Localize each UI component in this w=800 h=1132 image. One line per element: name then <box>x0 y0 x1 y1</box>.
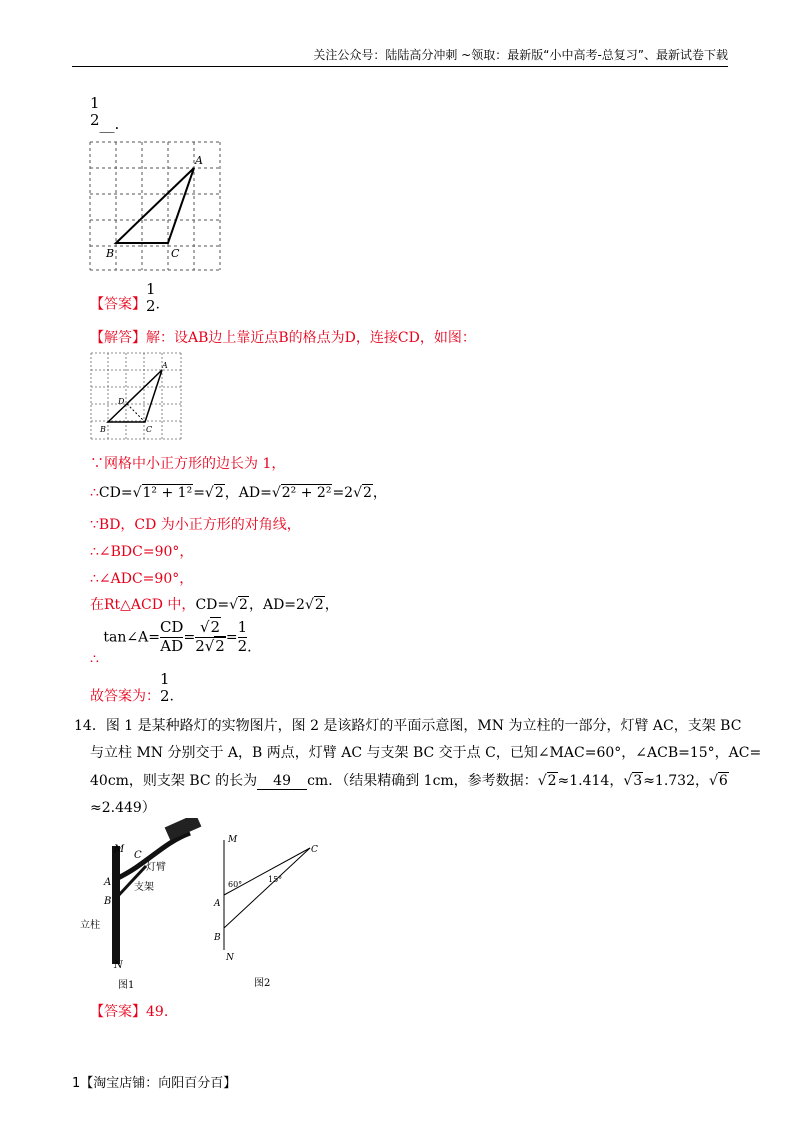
label-a: A <box>104 877 112 888</box>
solution-line-6: 在Rt△ACD 中，CD=√2，AD=2√2， <box>90 597 339 613</box>
den-coefficient: 2 <box>195 636 205 655</box>
solution-tag: 【解答】 <box>90 330 146 346</box>
label-pole: 立柱 <box>80 920 100 931</box>
solution-line-3: ∵BD，CD 为小正方形的对角线， <box>90 517 301 533</box>
top-fraction-answer <box>90 96 119 133</box>
cd-label: CD= <box>98 485 133 501</box>
answer-1 <box>90 282 160 315</box>
solution-line-4: ∴∠BDC=90°， <box>90 544 194 560</box>
solution-final <box>90 672 174 705</box>
label-a: A <box>214 899 221 909</box>
label-d: D <box>118 397 125 406</box>
fraction-denominator: 2 <box>237 636 248 655</box>
answer-fraction <box>146 282 156 315</box>
figure-1-caption: 图1 <box>118 980 135 990</box>
cd-radicand: 1² + 1² <box>142 485 193 501</box>
page-footer: 1【淘宝店铺：向阳百分百】 <box>72 1076 237 1091</box>
fraction-numerator: 1 <box>160 670 170 688</box>
sqrt-2-value: ≈1.414， <box>557 773 624 789</box>
label-bracket: 支架 <box>134 882 154 893</box>
label-b: B <box>106 247 115 260</box>
fraction-denominator: 2 <box>160 686 170 705</box>
line-end: ， <box>324 597 339 613</box>
solution-line-5: ∴∠ADC=90°， <box>90 571 194 587</box>
figure-2-caption: 图2 <box>254 978 271 989</box>
fraction-denominator: 2 <box>90 110 100 129</box>
label-c: C <box>311 845 318 855</box>
sqrt-3: 3 <box>633 773 643 789</box>
answer-blank: 49 <box>257 773 307 790</box>
ad-radicand: 2² + 2² <box>281 485 332 501</box>
problem-14-line-4: ≈2.449） <box>90 800 156 816</box>
equals: = <box>183 629 196 646</box>
label-a: A <box>162 361 168 370</box>
solution-grid-figure <box>90 352 182 440</box>
final-prefix: 故答案为： <box>90 688 160 705</box>
line-text: 40cm，则支架 BC 的长为 <box>90 773 258 789</box>
equals: =2 <box>332 485 354 501</box>
rt-triangle-prefix: 在Rt△ACD 中， <box>90 597 196 613</box>
ad-label: AD=2 <box>262 597 305 613</box>
label-b: B <box>100 425 106 434</box>
solution-line-7 <box>90 620 252 667</box>
grid-triangle-figure <box>88 140 222 272</box>
den-radicand: 2 <box>215 636 225 655</box>
sqrt-2: 2 <box>547 773 557 789</box>
triangle-abc <box>116 168 194 243</box>
problem-14-line-3: 40cm，则支架 BC 的长为 49 cm．（结果精确到 1cm，参考数据：√2≈1.414，√3≈1.732，√6 <box>90 773 728 789</box>
solution-text: 解：设AB边上靠近点B的格点为D，连接CD，如图： <box>146 330 476 346</box>
sqrt-6: 6 <box>718 773 728 789</box>
line-end: . <box>247 639 252 656</box>
fraction-cd-ad <box>160 620 184 655</box>
angle-60-label: 60° <box>228 880 243 889</box>
fraction-denominator: AD <box>160 636 184 655</box>
pole <box>112 846 120 964</box>
street-lamp-figure-1 <box>78 818 206 990</box>
page-header: 关注公众号：陆陆高分冲刺 ~领取：最新版“小中高考-总复习”、最新试卷下载 <box>313 48 728 62</box>
therefore-symbol: ∴ <box>90 485 99 501</box>
label-m: M <box>114 844 125 855</box>
solution-line-2: ∴CD=√1² + 1²=√2，AD=√2² + 2²=2√2， <box>90 485 387 501</box>
fraction-numerator: 1 <box>237 618 248 636</box>
fraction-numerator: 1 <box>90 94 100 112</box>
answer-14 <box>90 1001 168 1021</box>
tan-expression: tan∠A= <box>103 629 160 646</box>
solution-intro <box>90 327 476 347</box>
label-n: N <box>114 960 123 971</box>
fraction-half <box>238 620 248 655</box>
header-divider <box>72 66 728 67</box>
label-a: A <box>195 154 203 167</box>
fraction-suffix: __. <box>99 114 120 133</box>
answer-tag: 【答案】 <box>90 296 146 313</box>
equals: = <box>193 485 205 501</box>
label-n: N <box>226 953 234 963</box>
fraction-numerator: 1 <box>146 280 156 298</box>
answer-value: 49. <box>146 1004 169 1020</box>
answer-tag: 【答案】 <box>90 1004 146 1020</box>
line-end: . <box>169 688 174 705</box>
final-fraction <box>160 672 170 705</box>
separator: ， <box>224 485 239 501</box>
fraction-numerator: 2 <box>210 618 221 636</box>
fraction <box>90 96 100 129</box>
ad-result: 2 <box>363 485 372 501</box>
label-b: B <box>104 896 112 907</box>
segment-cd <box>127 404 145 422</box>
answer-suffix: . <box>155 296 160 313</box>
separator: ， <box>248 597 263 613</box>
ad-label: AD= <box>238 485 272 501</box>
line-text: cm．（结果精确到 1cm，参考数据： <box>307 773 538 789</box>
label-m: M <box>228 835 238 845</box>
label-c: C <box>171 247 180 260</box>
problem-14-line-2: 与立柱 MN 分别交于 A，B 两点，灯臂 AC 与支架 BC 交于点 C，已知∠MAC=60°，∠ACB=15°，AC= <box>90 745 762 761</box>
cd-value: 2 <box>239 597 248 613</box>
cd-result: 2 <box>214 485 224 501</box>
label-c: C <box>134 850 142 861</box>
equals: = <box>225 629 238 646</box>
fraction-denominator: 2 <box>146 296 156 315</box>
triangle-abc <box>108 370 162 422</box>
fraction-numerator: CD <box>159 618 184 636</box>
problem-14-line-1: 14．图 1 是某种路灯的实物图片，图 2 是该路灯的平面示意图，MN 为立柱的一部分，灯臂 AC，支架 BC <box>74 718 742 734</box>
label-c: C <box>146 425 153 434</box>
cd-label: CD= <box>195 597 230 613</box>
angle-15-label: 15° <box>268 875 283 884</box>
sqrt-3-value: ≈1.732， <box>643 773 709 789</box>
fraction-sqrt: $\frac{√2}{2√2}$ <box>195 618 225 655</box>
schematic-figure-2 <box>210 830 330 990</box>
label-b: B <box>214 933 221 943</box>
therefore-symbol: ∴ <box>90 651 99 668</box>
label-lamp-arm: 灯臂 <box>146 862 166 873</box>
ad-value: 2 <box>314 597 324 613</box>
line-end: ， <box>372 485 387 501</box>
solution-line-1: ∵网格中小正方形的边长为 1， <box>90 456 286 472</box>
